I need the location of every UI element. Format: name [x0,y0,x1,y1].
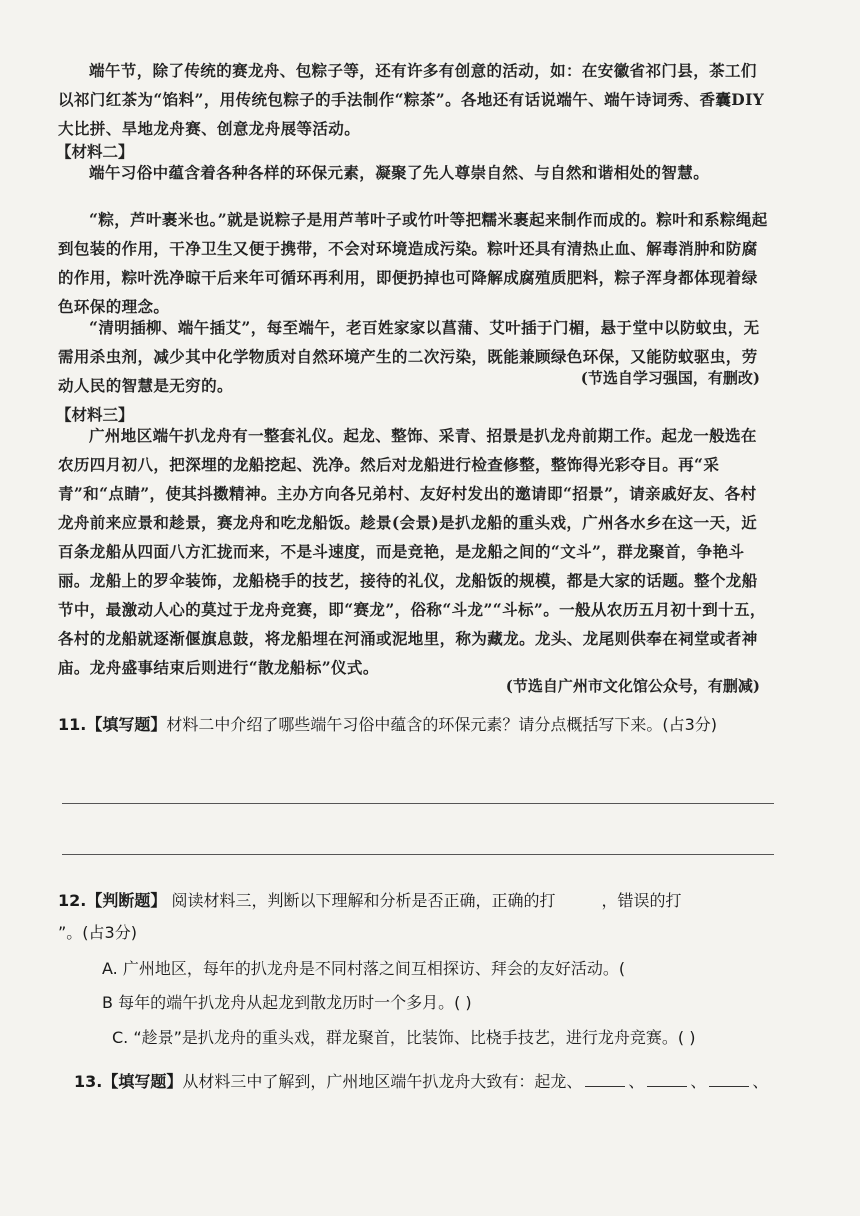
question-11-number: 11. [58,715,87,734]
material2-paragraph-3: “清明插柳、端午插艾”，每至端午，老百姓家家以菖蒲、艾叶插于门楣，悬于堂中以防蚊虫，无需用杀虫剂，减少其中化学物质对自然环境产生的二次污染，既能兼顾绿色环保，又能防蚊驱虫，劳动人民的智慧是无穷的。 [58,318,760,395]
question-13-blank-1[interactable] [585,1072,625,1087]
question-12 [58,885,788,949]
question-11-text: 材料二中介绍了哪些端午习俗中蕴含的环保元素？请分点概括写下来。(占3分) [166,715,718,734]
question-11-answer-line-1[interactable] [62,803,774,804]
question-13-sep-2: 、 [690,1072,707,1091]
material3-heading: 【材料三】 [56,405,134,424]
question-13-text: 从材料三中了解到，广州地区端午扒龙舟大致有：起龙、 [182,1072,583,1091]
question-13-sep-3: 、 [752,1072,769,1091]
material2-source: (节选自学习强国，有删改) [580,369,760,387]
material2-paragraph-2: “粽，芦叶裹米也。”就是说粽子是用芦苇叶子或竹叶等把糯米裹起来制作而成的。粽叶和系粽绳起到包装的作用，干净卫生又便于携带，不会对环境造成污染。粽叶还具有清热止血、解毒消肿和防腐的作用，粽叶洗净晾干后来年可循环再利用，即便扔掉也可降解成腐殖质肥料，粽子浑身都体现着绿色环保的理念。 [58,210,768,316]
question-12-number: 12. [58,891,87,910]
question-13-tag: 【填写题】 [102,1072,183,1091]
question-13-sep-1: 、 [628,1072,645,1091]
question-12-option-a[interactable]: A. 广州地区，每年的扒龙舟是不同村落之间互相探访、拜会的友好活动。( [102,959,626,978]
question-11 [58,709,788,741]
question-13 [74,1066,794,1098]
question-13-number: 13. [74,1072,103,1091]
question-12-option-c[interactable]: C. “趁景”是扒龙舟的重头戏，群龙聚首，比装饰、比桡手技艺，进行龙舟竞赛。( ) [112,1028,696,1047]
question-11-answer-line-2[interactable] [62,854,774,855]
material1-paragraph: 端午节，除了传统的赛龙舟、包粽子等，还有许多有创意的活动，如：在安徽省祁门县，茶工们以祁门红茶为“馅料”，用传统包粽子的手法制作“粽茶”。各地还有话说端午、端午诗词秀、香囊DIY大比拼、旱地龙舟赛、创意龙舟展等活动。 [58,61,765,138]
material2-paragraph-1: 端午习俗中蕴含着各种各样的环保元素，凝聚了先人尊崇自然、与自然和谐相处的智慧。 [89,163,710,182]
material3-source: (节选自广州市文化馆公众号，有删减) [505,677,760,695]
question-12-text-3: ”。(占3分) [58,923,137,942]
question-13-blank-3[interactable] [709,1072,749,1087]
question-12-text: 阅读材料三，判断以下理解和分析是否正确，正确的打 [171,891,556,910]
question-12-text-2: ，错误的打 [601,891,682,910]
question-11-tag: 【填写题】 [86,715,167,734]
material3-paragraph: 广州地区端午扒龙舟有一整套礼仪。起龙、整饰、采青、招景是扒龙舟前期工作。起龙一般选在农历四月初八，把深埋的龙船挖起、洗净。然后对龙船进行检查修整，整饰得光彩夺目。再“采青”和“点睛”，使其抖擞精神。主办方向各兄弟村、友好村发出的邀请即“招景”，请亲戚好友、各村龙舟前来应景和趁景，赛龙舟和吃龙船饭。趁景(会景)是扒龙船的重头戏，广州各水乡在这一天，近百条龙船从四面八方汇拢而来，不是斗速度，而是竞艳，是龙船之间的“文斗”，群龙聚首，争艳斗丽。龙船上的罗伞装饰，龙船桡手的技艺，接待的礼仪，龙船饭的规模，都是大家的话题。整个龙船节中，最激动人心的莫过于龙舟竞赛，即“赛龙”，俗称“斗龙”“斗标”。一般从农历五月初十到十五，各村的龙船就逐渐偃旗息鼓，将龙船埋在河涌或泥地里，称为藏龙。龙头、龙尾则供奉在祠堂或者神庙。龙舟盛事结束后则进行“散龙船标”仪式。 [58,426,766,677]
material2-heading: 【材料二】 [56,142,134,161]
question-12-option-b[interactable]: B 每年的端午扒龙舟从起龙到散龙历时一个多月。( ) [102,993,472,1012]
question-13-blank-2[interactable] [647,1072,687,1087]
question-12-tag: 【判断题】 [86,891,167,910]
